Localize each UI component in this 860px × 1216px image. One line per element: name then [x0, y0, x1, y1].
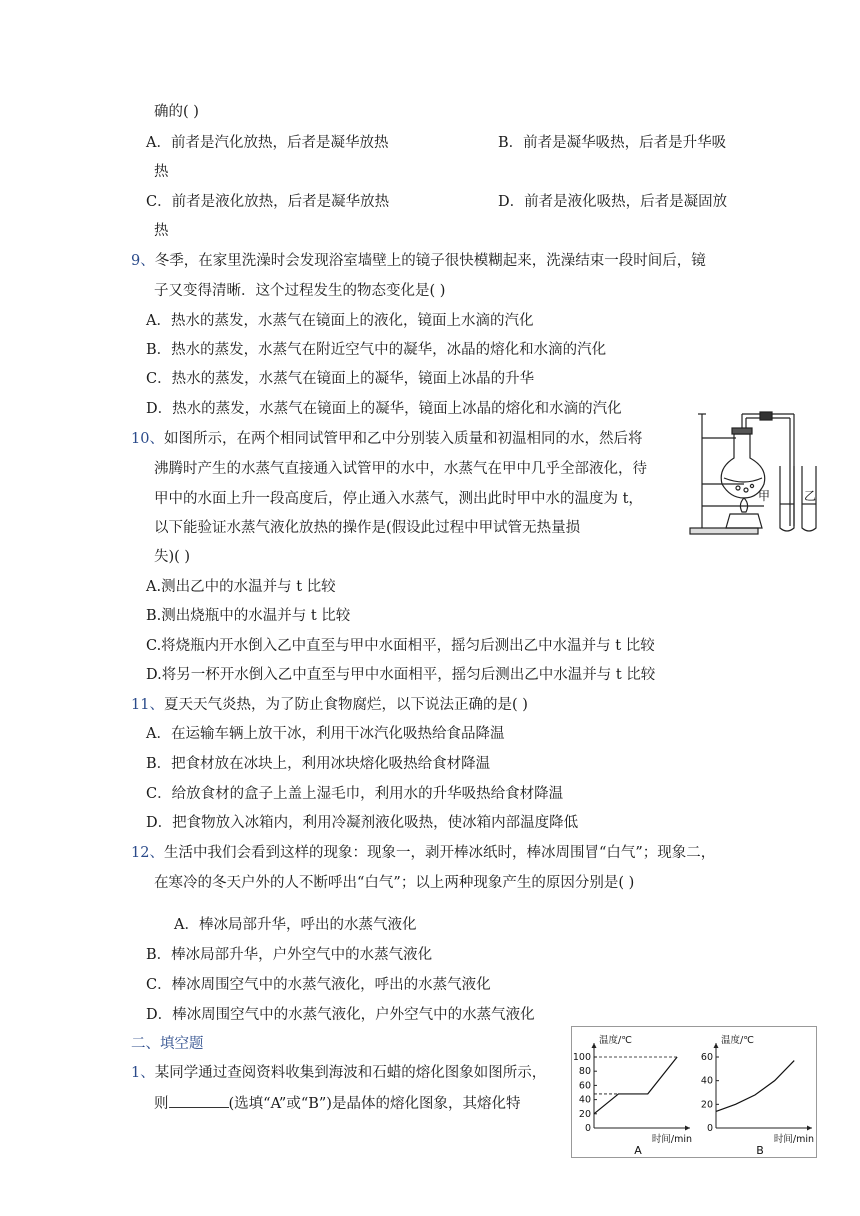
- x-axis-arrow: [685, 1126, 690, 1131]
- q8-option-d[interactable]: D．前者是液化吸热，后者是凝固放: [498, 194, 728, 210]
- x-axis-label: 时间/min: [651, 1134, 692, 1145]
- q10-number: 10、: [131, 431, 164, 447]
- x-axis-arrow: [807, 1126, 812, 1131]
- q12-stem-line1: 12、生活中我们会看到这样的现象：现象一，剥开棒冰纸时，棒冰周围冒“白气”；现象二，: [131, 845, 716, 861]
- q11-option-d[interactable]: D．把食物放入冰箱内，利用冷凝剂液化吸热，使冰箱内部温度降低: [146, 815, 579, 831]
- q10-option-c[interactable]: C.将烧瓶内开水倒入乙中直至与甲中水面相平，摇匀后测出乙中水温并与 t 比较: [146, 638, 655, 654]
- series-line: [594, 1057, 677, 1114]
- q11-option-b[interactable]: B．把食材放在冰块上，利用冰块熔化吸热给食材降温: [146, 756, 491, 772]
- y-tick-label: 60: [578, 1080, 591, 1092]
- fill-q1-number: 1、: [131, 1065, 155, 1081]
- chart-title: A: [634, 1144, 642, 1157]
- fill-q1-line2: 则 (选填“A”或“B”)是晶体的熔化图象，其熔化特: [154, 1093, 520, 1114]
- q8-option-b[interactable]: B．前者是凝华吸热，后者是升华吸: [498, 135, 727, 151]
- q8-option-a-wrap: 热: [154, 164, 169, 180]
- y-axis-arrow: [714, 1043, 719, 1048]
- q12-option-b[interactable]: B．棒冰局部升华，户外空气中的水蒸气液化: [146, 947, 433, 963]
- y-tick-label: 40: [578, 1094, 591, 1106]
- q8-option-c-wrap: 热: [154, 223, 169, 239]
- q9-stem-line1: 9、冬季，在家里洗澡时会发现浴室墙壁上的镜子很快模糊起来，洗澡结束一段时间后，镜: [131, 253, 706, 269]
- melting-graphs-frame: [571, 1026, 817, 1158]
- q9-option-a[interactable]: A．热水的蒸发，水蒸气在镜面上的液化，镜面上水滴的汽化: [146, 313, 534, 329]
- y-tick-label: 20: [578, 1108, 591, 1120]
- q11-option-c[interactable]: C．给放食材的盒子上盖上湿毛巾，利用水的升华吸热给食材降温: [146, 786, 564, 802]
- q12-number: 12、: [131, 845, 164, 861]
- tube-jia-label: 甲: [758, 489, 771, 503]
- y-tick-label: 0: [584, 1123, 591, 1134]
- q11-number: 11、: [131, 697, 164, 713]
- y-tick-label: 100: [572, 1052, 591, 1063]
- q12-option-a[interactable]: A．棒冰局部升华，呼出的水蒸气液化: [174, 917, 417, 933]
- q9-number: 9、: [131, 253, 155, 269]
- melting-graphs: [572, 1027, 816, 1157]
- q10-stem-line2: 沸腾时产生的水蒸气直接通入试管甲的水中，水蒸气在甲中几乎全部液化，待: [154, 461, 647, 477]
- y-tick-label: 80: [578, 1066, 591, 1078]
- steam-apparatus-figure: [688, 408, 820, 538]
- q9-option-c[interactable]: C．热水的蒸发，水蒸气在镜面上的凝华，镜面上冰晶的升华: [146, 371, 535, 387]
- x-axis-label: 时间/min: [773, 1134, 814, 1145]
- q12-option-d[interactable]: D．棒冰周围空气中的水蒸气液化，户外空气中的水蒸气液化: [146, 1007, 535, 1023]
- q10-stem-line4: 以下能验证水蒸气液化放热的操作是(假设此过程中甲试管无热量损: [154, 520, 581, 536]
- q8-option-c[interactable]: C．前者是液化放热，后者是凝华放热: [146, 194, 390, 210]
- y-axis-label: 温度/℃: [599, 1035, 632, 1046]
- answer-blank[interactable]: [169, 1093, 229, 1108]
- q9-option-d[interactable]: D．热水的蒸发，水蒸气在镜面上的凝华，镜面上冰晶的熔化和水滴的汽化: [146, 401, 622, 417]
- q10-option-b[interactable]: B.测出烧瓶中的水温并与 t 比较: [146, 608, 351, 624]
- tube-yi-label: 乙: [804, 489, 817, 503]
- q9-stem-line2: 子又变得清晰．这个过程发生的物态变化是( ): [154, 283, 446, 299]
- q11-option-a[interactable]: A．在运输车辆上放干冰，利用干冰汽化吸热给食品降温: [146, 726, 505, 742]
- chart-a: [573, 1034, 692, 1157]
- fill-q1-line1: 1、某同学通过查阅资料收集到海波和石蜡的熔化图象如图所示，: [131, 1065, 547, 1081]
- y-tick-label: 0: [706, 1123, 713, 1134]
- series-curve: [716, 1061, 794, 1112]
- y-tick-label: 40: [700, 1075, 713, 1087]
- y-tick-label: 20: [700, 1099, 713, 1111]
- y-axis-arrow: [592, 1043, 597, 1048]
- y-axis-label: 温度/℃: [721, 1035, 754, 1046]
- q10-option-a[interactable]: A.测出乙中的水温并与 t 比较: [146, 579, 336, 595]
- chart-b: [701, 1034, 814, 1157]
- q12-stem-line2: 在寒冷的冬天户外的人不断呼出“白气”；以上两种现象产生的原因分别是( ): [154, 875, 635, 891]
- q8-option-a[interactable]: A．前者是汽化放热，后者是凝华放热: [146, 135, 389, 151]
- section-fill-in-title: 二、填空题: [131, 1036, 204, 1052]
- q10-stem-line1: 10、如图所示，在两个相同试管甲和乙中分别装入质量和初温相同的水，然后将: [131, 431, 643, 447]
- q12-option-c[interactable]: C．棒冰周围空气中的水蒸气液化，呼出的水蒸气液化: [146, 977, 491, 993]
- q11-stem: 11、夏天天气炎热，为了防止食物腐烂，以下说法正确的是( ): [131, 697, 528, 713]
- q10-option-d[interactable]: D.将另一杯开水倒入乙中直至与甲中水面相平，摇匀后测出乙中水温并与 t 比较: [146, 667, 656, 683]
- y-tick-label: 60: [700, 1052, 713, 1063]
- q10-stem-line3: 甲中的水面上升一段高度后，停止通入水蒸气，测出此时甲中水的温度为 t，: [154, 491, 643, 507]
- chart-title: B: [756, 1144, 764, 1157]
- q8-stem-tail: 确的( ): [154, 104, 199, 120]
- q10-stem-line5: 失)( ): [154, 549, 191, 565]
- q9-option-b[interactable]: B．热水的蒸发，水蒸气在附近空气中的凝华，冰晶的熔化和水滴的汽化: [146, 342, 607, 358]
